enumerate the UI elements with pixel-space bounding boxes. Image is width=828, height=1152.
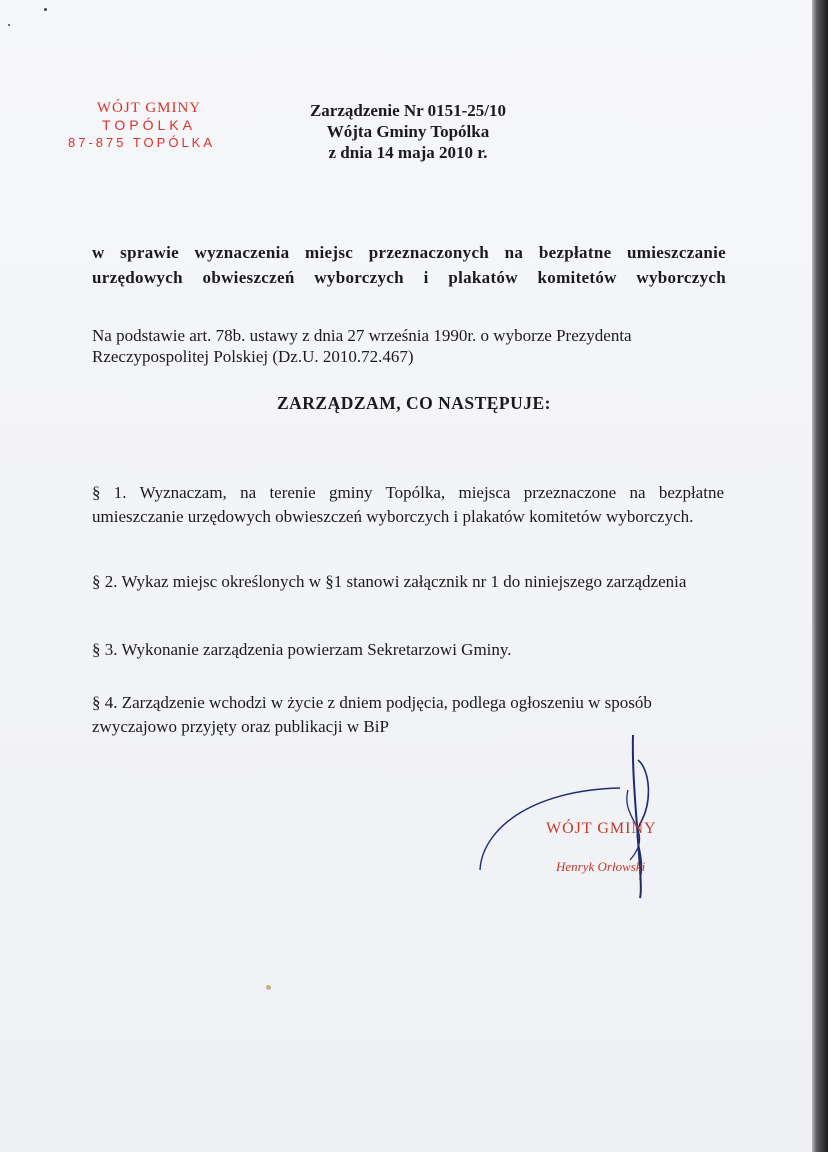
signature-block: [470, 730, 710, 900]
scan-speck: [8, 24, 10, 26]
issue-date: z dnia 14 maja 2010 r.: [328, 143, 488, 162]
stamp-line-1: WÓJT GMINY: [96, 100, 202, 116]
stamp-line-3: 87-875 TOPÓLKA: [68, 135, 216, 150]
issuer: Wójta Gminy Topólka: [326, 122, 490, 141]
legal-basis: [92, 325, 732, 367]
paragraph-4: § 4. Zarządzenie wchodzi w życie z dniem podjęcia, podlega ogłoszeniu w sposób zwyczajowo przyjęty oraz publikacji w BiP: [92, 693, 652, 736]
office-stamp: [64, 100, 234, 151]
subject-line-2: urzędowych obwieszczeń wyborczych i plakatów komitetów wyborczych: [92, 268, 726, 287]
scan-edge-shadow: [812, 0, 828, 1152]
basis-line-1: Na podstawie art. 78b. ustawy z dnia 27 września 1990r. o wyborze Prezydenta: [92, 326, 632, 345]
paragraph-3: § 3. Wykonanie zarządzenia powierzam Sekretarzowi Gminy.: [92, 640, 512, 659]
signature-stamp-name: Henryk Orłowski: [556, 859, 646, 874]
signature-stamp-title: WÓJT GMINY: [546, 820, 657, 837]
decree-heading: ZARZĄDZAM, CO NASTĘPUJE:: [276, 393, 552, 413]
paragraph-2: § 2. Wykaz miejsc określonych w §1 stanowi załącznik nr 1 do niniejszego zarządzenia: [92, 572, 687, 591]
basis-line-2: Rzeczypospolitej Polskiej (Dz.U. 2010.72.467): [92, 347, 414, 366]
document-subject: [92, 240, 726, 290]
scan-speck: [266, 985, 271, 990]
ordinance-number: Zarządzenie Nr 0151-25/10: [309, 101, 507, 120]
paragraph-1: § 1. Wyznaczam, na terenie gminy Topólka, miejsca przeznaczone na bezpłatne umieszczanie urzędowych obwieszczeń wyborczych i plakatów komitetów wyborczych.: [92, 483, 724, 526]
stamp-line-2: TOPÓLKA: [102, 117, 196, 133]
scan-speck: [44, 8, 47, 11]
document-header: [258, 100, 558, 163]
subject-line-1: w sprawie wyznaczenia miejsc przeznaczonych na bezpłatne umieszczanie: [92, 243, 726, 262]
